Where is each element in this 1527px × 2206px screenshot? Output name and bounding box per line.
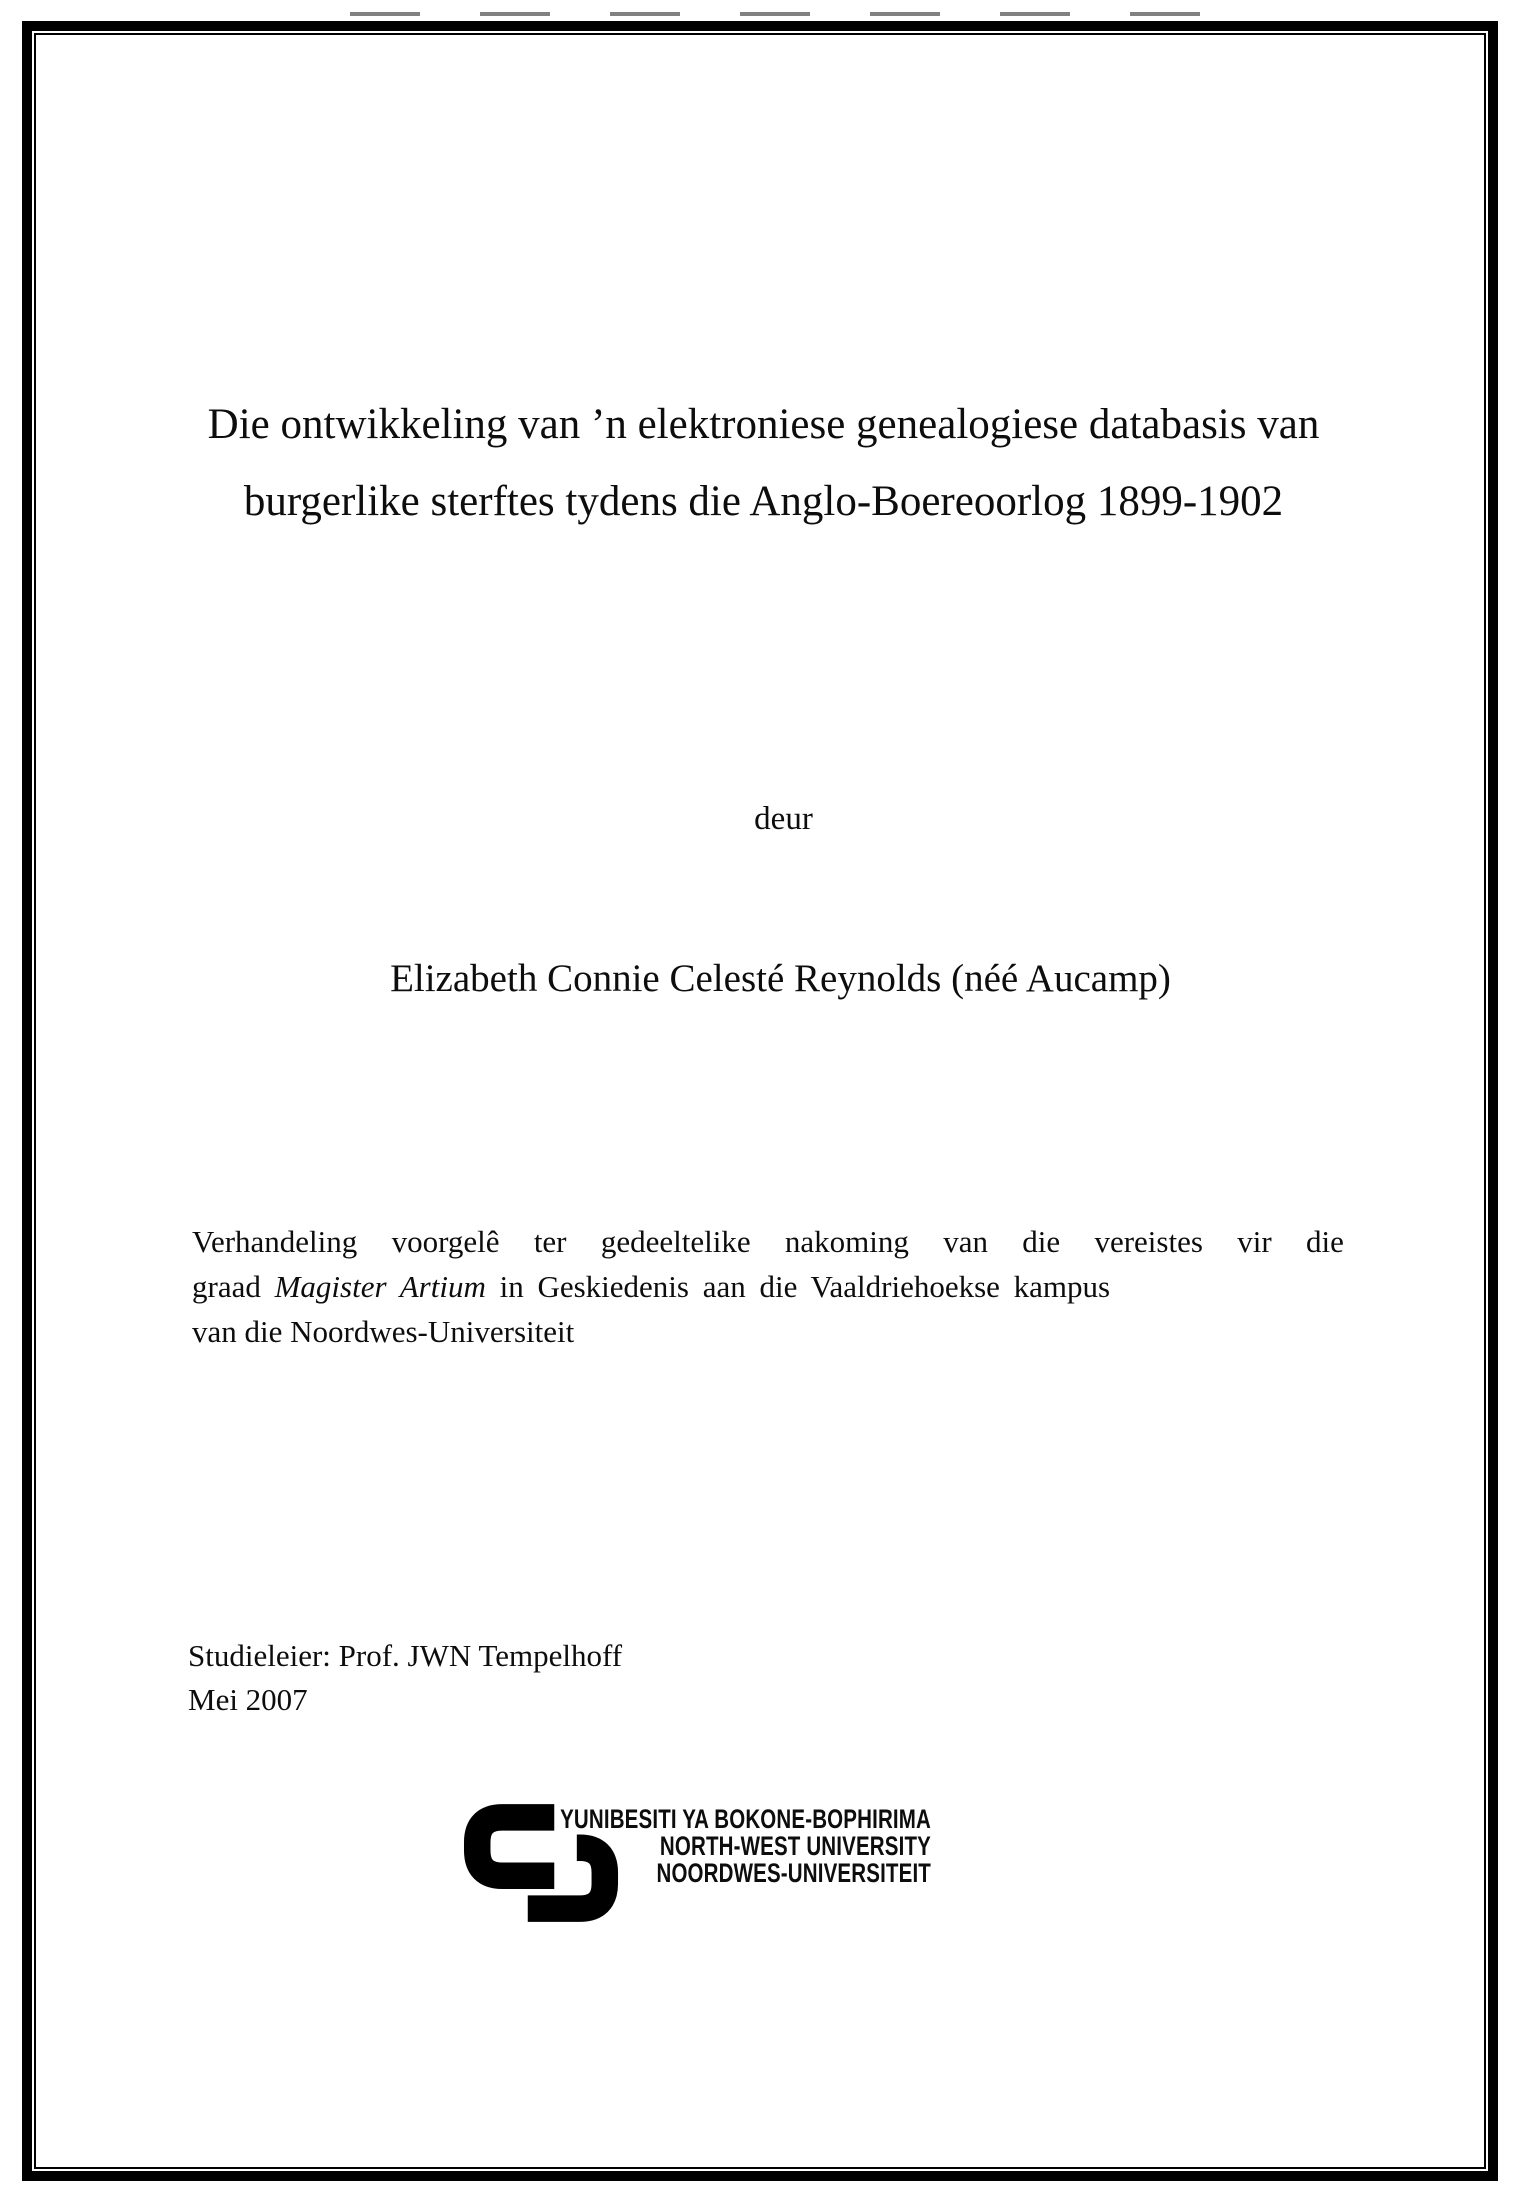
supervisor-line: Studieleier: Prof. JWN Tempelhoff [188, 1638, 623, 1673]
degree-statement-line1-word: voorgelê [391, 1224, 500, 1259]
date-line: Mei 2007 [188, 1682, 308, 1717]
degree-statement-line2 [192, 1264, 1344, 1309]
thesis-title-line2: burgerlike sterftes tydens die Anglo-Boereoorlog 1899-1902 [243, 478, 1284, 525]
degree-statement-line1-word: die [1022, 1224, 1061, 1259]
supervisor-block [188, 1634, 622, 1722]
thesis-title-line1: Die ontwikkeling van ’n elektroniese genealogiese databasis van [207, 401, 1320, 448]
degree-statement-line3: van die Noordwes-Universiteit [192, 1314, 575, 1349]
thesis-title [90, 386, 1437, 540]
logo-text-line2: NORTH-WEST UNIVERSITY [659, 1831, 931, 1861]
logo-text-line3: NOORDWES-UNIVERSITEIT [656, 1858, 931, 1888]
byline-label: deur [754, 801, 813, 837]
degree-statement-line1-word: Verhandeling [192, 1224, 358, 1259]
author-name: Elizabeth Connie Celesté Reynolds (néé Aucamp) [390, 957, 1171, 1000]
degree-statement-line1 [192, 1219, 1344, 1264]
scan-noise-artifact [350, 12, 1250, 16]
degree-statement-line1-word: die [1306, 1224, 1344, 1259]
degree-statement-line2-prefix: graad [192, 1269, 275, 1304]
university-logo-text [505, 1806, 931, 1887]
degree-statement [192, 1219, 1344, 1354]
degree-statement-line1-word: ter [533, 1224, 567, 1259]
degree-statement-line2-suffix: in Geskiedenis aan die Vaaldriehoekse kampus [485, 1269, 1111, 1304]
degree-statement-line1-word: van [943, 1224, 988, 1259]
degree-statement-line1-word: vereistes [1094, 1224, 1203, 1259]
degree-statement-line1-word: nakoming [784, 1224, 909, 1259]
logo-text-line1: YUNIBESITI YA BOKONE-BOPHIRIMA [560, 1804, 931, 1834]
degree-statement-line1-word: vir [1237, 1224, 1272, 1259]
degree-statement-line1-word: gedeeltelike [600, 1224, 751, 1259]
degree-name-italic: Magister Artium [274, 1269, 486, 1304]
